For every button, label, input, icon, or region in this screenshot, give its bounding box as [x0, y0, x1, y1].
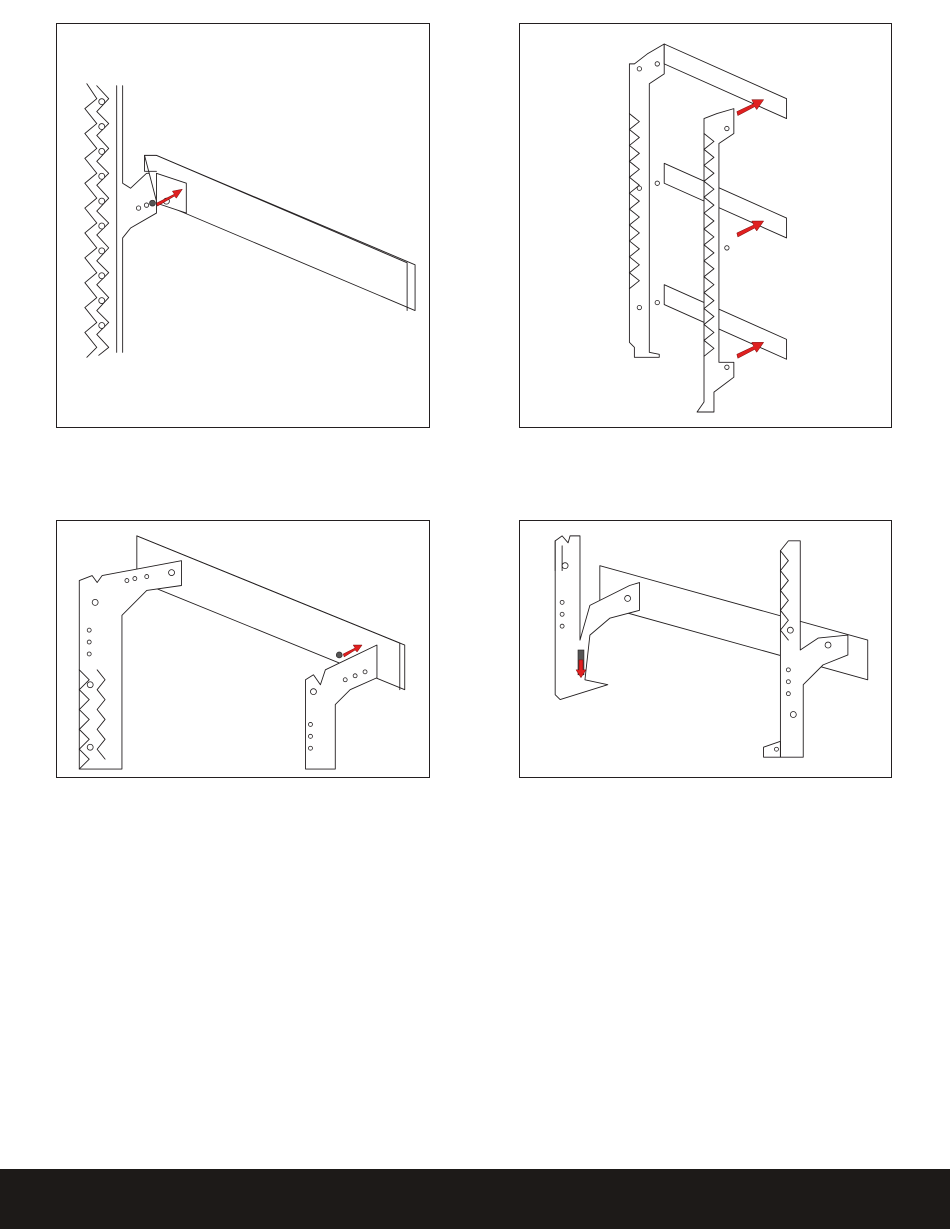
footer-bar — [0, 1169, 950, 1229]
illustration-panel-step-c — [56, 520, 430, 778]
illustration-panel-step-a — [56, 23, 430, 428]
crossbar — [145, 155, 416, 310]
bolt-icon — [150, 200, 156, 206]
illustration-panel-step-b — [519, 23, 892, 428]
back-upright — [629, 44, 664, 357]
frame-corner-illustration — [57, 521, 429, 777]
right-upright — [780, 541, 847, 757]
red-arrow-icon — [737, 221, 764, 237]
crossbar-top — [664, 44, 786, 119]
left-upright — [555, 536, 639, 700]
bolt-icon — [336, 652, 342, 658]
upright-crossbar-illustration — [57, 24, 429, 427]
illustration-panel-step-d — [519, 520, 892, 778]
crossbar-middle — [664, 163, 786, 238]
toothed-upright — [85, 84, 97, 358]
red-arrow-icon — [737, 342, 764, 358]
crossbar-bottom — [664, 285, 786, 360]
right-upright — [306, 645, 377, 769]
frame-foot-illustration — [520, 521, 891, 777]
upright-plate — [117, 86, 157, 353]
frame-assembly-illustration — [520, 24, 891, 427]
